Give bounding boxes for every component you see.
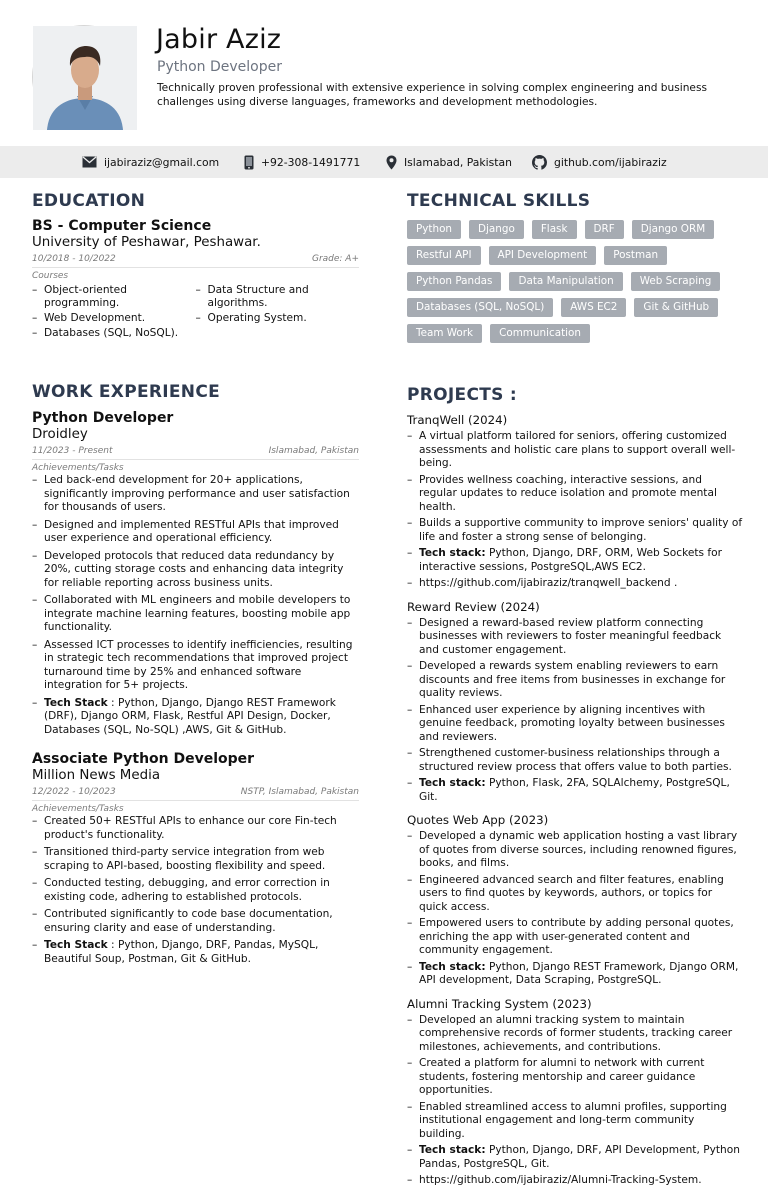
phone-icon: [244, 155, 254, 170]
project-tech: [407, 777, 743, 804]
skill-tag: Databases (SQL, NoSQL): [407, 298, 553, 317]
project-details: [407, 830, 743, 988]
education-dates: 10/2018 - 10/2022: [32, 254, 116, 264]
project-entry: [407, 600, 743, 805]
skills-tags: [407, 220, 743, 350]
envelope-icon: [82, 156, 97, 168]
project-point: – Enhanced user experience by aligning incentives with genuine feedback, promoting loyalty between businesses and reviewers.: [407, 704, 743, 745]
tech-stack-text: : Python, Django, DRF, Pandas, MySQL, Beautiful Soup, Postman, Git & GitHub.: [44, 939, 319, 965]
project-details: [407, 1014, 743, 1188]
github-icon: [532, 155, 547, 170]
contact-phone[interactable]: [244, 146, 360, 178]
project-tech: [407, 961, 743, 988]
skill-tag: AWS EC2: [561, 298, 626, 317]
tech-stack-text: : Python, Django, Django REST Framework (DRF), Django ORM, Flask, Restful API Design, Docker, Databases (SQL, No-SQL) ,AWS, Git & GitHub.: [44, 696, 336, 736]
tech-stack-label: Tech stack:: [419, 547, 486, 559]
project-point: – Developed an alumni tracking system to maintain comprehensive records of former students, tracking career milestones, achievements, and contributions.: [407, 1014, 743, 1055]
achievement-item: – Conducted testing, debugging, and error correction in existing code, adhering to established protocols.: [32, 877, 359, 904]
achievement-item: – Developed protocols that reduced data redundancy by 20%, cutting storage costs and enhancing data integrity for reliable reporting across business units.: [32, 550, 359, 591]
job-title: Python Developer: [32, 410, 174, 426]
job-location: NSTP, Islamabad, Pakistan: [240, 787, 359, 797]
achievement-item: – Collaborated with ML engineers and mobile developers to integrate machine learning features, boosting mobile app functionality.: [32, 594, 359, 635]
achievements-label: Achievements/Tasks: [32, 463, 124, 473]
tech-stack-label: Tech stack:: [419, 777, 486, 789]
job-location: Islamabad, Pakistan: [268, 446, 359, 456]
skill-tag: Python Pandas: [407, 272, 501, 291]
candidate-name: Jabir Aziz: [156, 24, 282, 55]
courses-list: [32, 282, 359, 341]
projects-section: [407, 413, 743, 1197]
education-section: [32, 218, 359, 341]
tech-stack-text: Python, Flask, 2FA, SQLAlchemy, PostgreSQL, Git.: [419, 777, 730, 803]
tech-stack-item: [32, 697, 359, 738]
tech-stack-item: [32, 939, 359, 966]
person-photo-icon: [33, 26, 137, 130]
profile-summary: Technically proven professional with extensive experience in solving complex engineering and business challenges using diverse languages, frameworks and development methodologies.: [157, 82, 707, 108]
phone-text: +92-308-1491771: [261, 155, 361, 169]
project-link[interactable]: – https://github.com/ijabiraziz/Alumni-Tracking-System.: [407, 1174, 743, 1188]
job-title: Associate Python Developer: [32, 751, 255, 767]
job-meta: [32, 446, 359, 460]
project-details: [407, 617, 743, 805]
course-item: – Web Development.: [32, 312, 196, 326]
job-entry: [32, 410, 359, 737]
project-point: – A virtual platform tailored for seniors, offering customized assessments and holistic care plans to support overall well-being.: [407, 430, 743, 471]
project-point: – Provides wellness coaching, interactive sessions, and regular updates to reduce isolation and promote mental health.: [407, 474, 743, 515]
email-text: ijabiraziz@gmail.com: [104, 155, 220, 169]
project-point: – Strengthened customer-business relationships through a structured review process that offers value to both parties.: [407, 747, 743, 774]
project-point: – Developed a rewards system enabling reviewers to earn discounts and free items from businesses in exchange for quality reviews.: [407, 660, 743, 701]
achievement-item: – Led back-end development for 20+ applications, significantly improving performance and user satisfaction for thousands of users.: [32, 474, 359, 515]
skill-tag: Django ORM: [632, 220, 714, 239]
skills-section: [407, 220, 743, 350]
job-meta: [32, 787, 359, 801]
tech-stack-label: Tech stack:: [419, 960, 486, 973]
company-name: Droidley: [32, 427, 88, 442]
skill-tag: Communication: [490, 324, 590, 343]
achievements-list: [32, 815, 359, 966]
job-dates: 11/2023 - Present: [32, 446, 113, 456]
achievement-item: – Assessed ICT processes to identify inefficiencies, resulting in strategic tech recommendations that improved project turnaround time by 25% and enhanced software integration for 5+ projects.: [32, 639, 359, 693]
courses-label: Courses: [32, 271, 69, 281]
project-point: – Empowered users to contribute by adding personal quotes, enriching the app with user-generated content and community engagement.: [407, 917, 743, 958]
contact-email[interactable]: [82, 146, 219, 178]
skill-tag: Web Scraping: [631, 272, 721, 291]
work-section: [32, 410, 359, 966]
course-item: – Data Structure and algorithms.: [196, 284, 360, 311]
profile-photo: [32, 25, 136, 129]
project-tech: [407, 1144, 743, 1171]
project-title: TranqWell (2024): [407, 413, 508, 427]
skill-tag: Postman: [604, 246, 667, 265]
job-dates: 12/2022 - 10/2023: [32, 787, 116, 797]
achievements-label: Achievements/Tasks: [32, 804, 124, 814]
school-name: University of Peshawar, Peshawar.: [32, 235, 261, 250]
degree-title: BS - Computer Science: [32, 218, 212, 234]
location-text: Islamabad, Pakistan: [404, 155, 512, 169]
project-point: – Engineered advanced search and filter features, enabling users to find quotes by keywords, authors, or topics for quick access.: [407, 874, 743, 915]
job-entry: [32, 751, 359, 966]
skill-tag: API Development: [489, 246, 597, 265]
project-entry: [407, 813, 743, 988]
project-point: – Developed a dynamic web application hosting a vast library of quotes from diverse sources, including renowned figures, books, and films.: [407, 830, 743, 871]
education-grade: Grade: A+: [311, 254, 359, 264]
contact-bar: [0, 146, 768, 178]
project-entry: [407, 413, 743, 591]
tech-stack-text: Python, Django, DRF, ORM, Web Sockets for interactive sessions, PostgreSQL,AWS EC2.: [419, 547, 722, 573]
course-item: – Object-oriented programming.: [32, 284, 196, 311]
course-item: – Databases (SQL, NoSQL).: [32, 327, 196, 341]
project-title: Reward Review (2024): [407, 599, 540, 614]
resume-header: [0, 0, 768, 146]
skill-tag: Python: [407, 220, 461, 239]
achievement-item: – Created 50+ RESTful APIs to enhance our core Fin-tech product's functionality.: [32, 815, 359, 842]
achievement-item: – Transitioned third-party service integration from web scraping to API-based, boosting flexibility and speed.: [32, 846, 359, 873]
skill-tag: Restful API: [407, 246, 481, 265]
work-heading: WORK EXPERIENCE: [32, 382, 221, 402]
education-heading: EDUCATION: [32, 191, 146, 211]
skill-tag: DRF: [585, 220, 624, 239]
tech-stack-label: Tech Stack: [44, 696, 108, 709]
skill-tag: Django: [469, 220, 524, 239]
skill-tag: Team Work: [407, 324, 482, 343]
project-entry: [407, 997, 743, 1188]
tech-stack-text: Python, Django, DRF, API Development, Python Pandas, PostgreSQL, Git.: [419, 1144, 740, 1170]
candidate-role: Python Developer: [157, 59, 282, 75]
project-link[interactable]: – https://github.com/ijabiraziz/tranqwell_backend .: [407, 577, 743, 591]
projects-heading: PROJECTS :: [407, 385, 517, 405]
github-text: github.com/ijabiraziz: [554, 155, 667, 169]
project-tech: [407, 547, 743, 574]
skill-tag: Flask: [532, 220, 577, 239]
tech-stack-label: Tech stack:: [419, 1144, 486, 1156]
achievement-item: – Designed and implemented RESTful APIs that improved user experience and operational efficiency.: [32, 519, 359, 546]
project-point: – Enabled streamlined access to alumni profiles, supporting institutional engagement and long-term community building.: [407, 1101, 743, 1142]
project-title: Alumni Tracking System (2023): [407, 996, 592, 1011]
skill-tag: Git & GitHub: [634, 298, 718, 317]
contact-location: [386, 146, 512, 178]
company-name: Million News Media: [32, 768, 161, 783]
project-point: – Created a platform for alumni to network with current students, fostering mentorship and career guidance opportunities.: [407, 1057, 743, 1098]
contact-github[interactable]: [532, 146, 667, 178]
project-title: Quotes Web App (2023): [407, 813, 549, 827]
education-meta: [32, 254, 359, 268]
project-details: [407, 430, 743, 591]
project-point: – Builds a supportive community to improve seniors' quality of life and foster a strong sense of belonging.: [407, 517, 743, 544]
location-pin-icon: [386, 155, 397, 170]
project-point: – Designed a reward-based review platform connecting businesses with reviewers to foster meaningful feedback and customer engagement.: [407, 617, 743, 658]
skill-tag: Data Manipulation: [509, 272, 622, 291]
tech-stack-text: Python, Django REST Framework, Django ORM, API development, Data Scraping, PostgreSQL.: [419, 960, 739, 986]
tech-stack-label: Tech Stack: [44, 939, 108, 951]
achievement-item: – Contributed significantly to code base documentation, ensuring clarity and ease of understanding.: [32, 908, 359, 935]
achievements-list: [32, 474, 359, 737]
course-item: – Operating System.: [196, 312, 360, 326]
skills-heading: TECHNICAL SKILLS: [407, 191, 591, 211]
